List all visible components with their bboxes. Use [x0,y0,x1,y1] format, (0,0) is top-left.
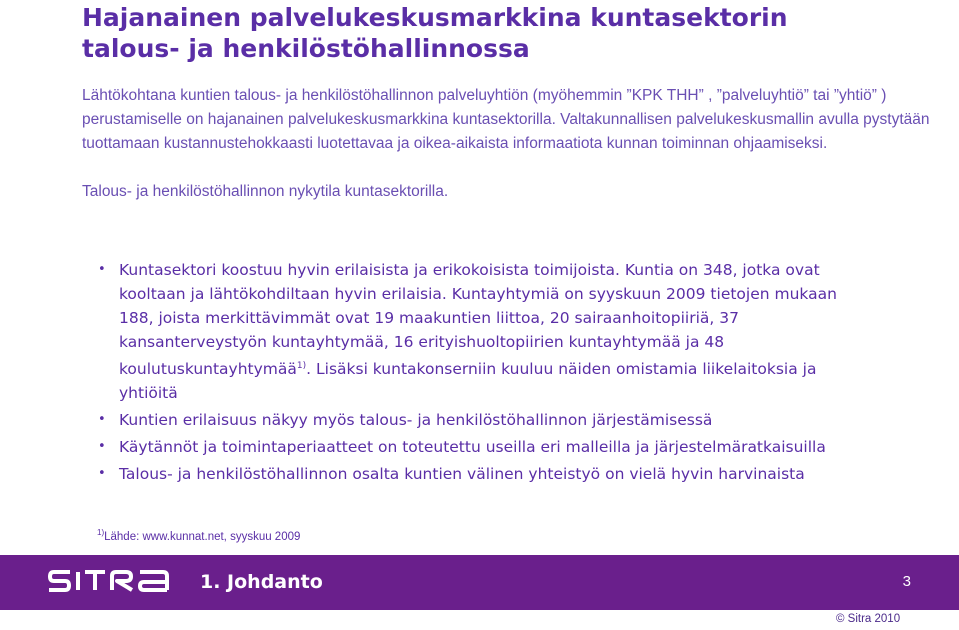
bullet-text: Kuntasektori koostuu hyvin erilaisista ja erikokoisista toimijoista. Kuntia on 348, jotka ovat kooltaan ja lähtökohdiltaan hyvin erilaisia. Kuntayhtymiä on syyskuun 2009 tietojen mukaan 188, joista merkittävimmät ovat 19 maakuntien liittoa, 20 sairaanhoitopiiriä, 37 kansanterveystyön kuntayhtymää, 16 erityishuoltopiirien kuntayhtymää ja 48 koulutuskuntayhtymää [119,261,837,379]
footnote-ref: 1) [296,361,307,371]
slide-title-line-2: talous- ja henkilöstöhallinnossa [82,34,530,63]
slide-title-line-1: Hajanainen palvelukeskusmarkkina kuntasektorin [82,3,788,32]
bullet-icon: • [98,412,106,428]
page-number: 3 [902,573,911,590]
bullet-text: Käytännöt ja toimintaperiaatteet on toteutettu useilla eri malleilla ja järjestelmäratkaisuilla [119,438,826,457]
source-footnote-marker: 1) [97,528,105,537]
current-state-subheading: Talous- ja henkilöstöhallinnon nykytila kuntasektorilla. [82,183,449,200]
bullet-icon: • [98,262,106,277]
list-item [98,435,848,459]
intro-paragraph: Lähtökohtana kuntien talous- ja henkilöstöhallinnon palveluyhtiön (myöhemmin ”KPK THH” , ”palveluyhtiö” tai ”yhtiö” ) perustamiselle on hajanainen palvelukeskusmarkkina kuntasektorilla. Valtakunnallisen palvelukeskusmallin avulla pystytään tuottamaan kustannustehokkaasti luotettavaa ja oikea-aikaista informaatiota kunnan toiminnan ohjaamiseksi. [82,87,930,152]
bullet-text: Talous- ja henkilöstöhallinnon osalta kuntien välinen yhteistyö on vielä hyvin harvinaista [119,465,805,484]
list-item [98,462,848,486]
slide-title [82,2,942,64]
intro-section [82,84,942,204]
bullet-text: Kuntien erilaisuus näkyy myös talous- ja henkilöstöhallinnon järjestämisessä [119,411,713,430]
bullet-list [98,258,848,489]
source-note [97,528,300,543]
bullet-text-continued: . Lisäksi kuntakonserniin kuuluu näiden omistamia liikelaitoksia ja yhtiöitä [119,360,817,403]
source-text: Lähde: www.kunnat.net, syyskuu 2009 [104,530,301,543]
footer-bar [0,555,959,610]
sitra-logo [48,569,170,593]
list-item [98,258,848,405]
copyright-text: © Sitra 2010 [836,613,901,625]
section-title: 1. Johdanto [200,571,323,593]
bullet-icon: • [98,466,106,482]
bullet-icon: • [98,439,106,455]
list-item [98,408,848,432]
